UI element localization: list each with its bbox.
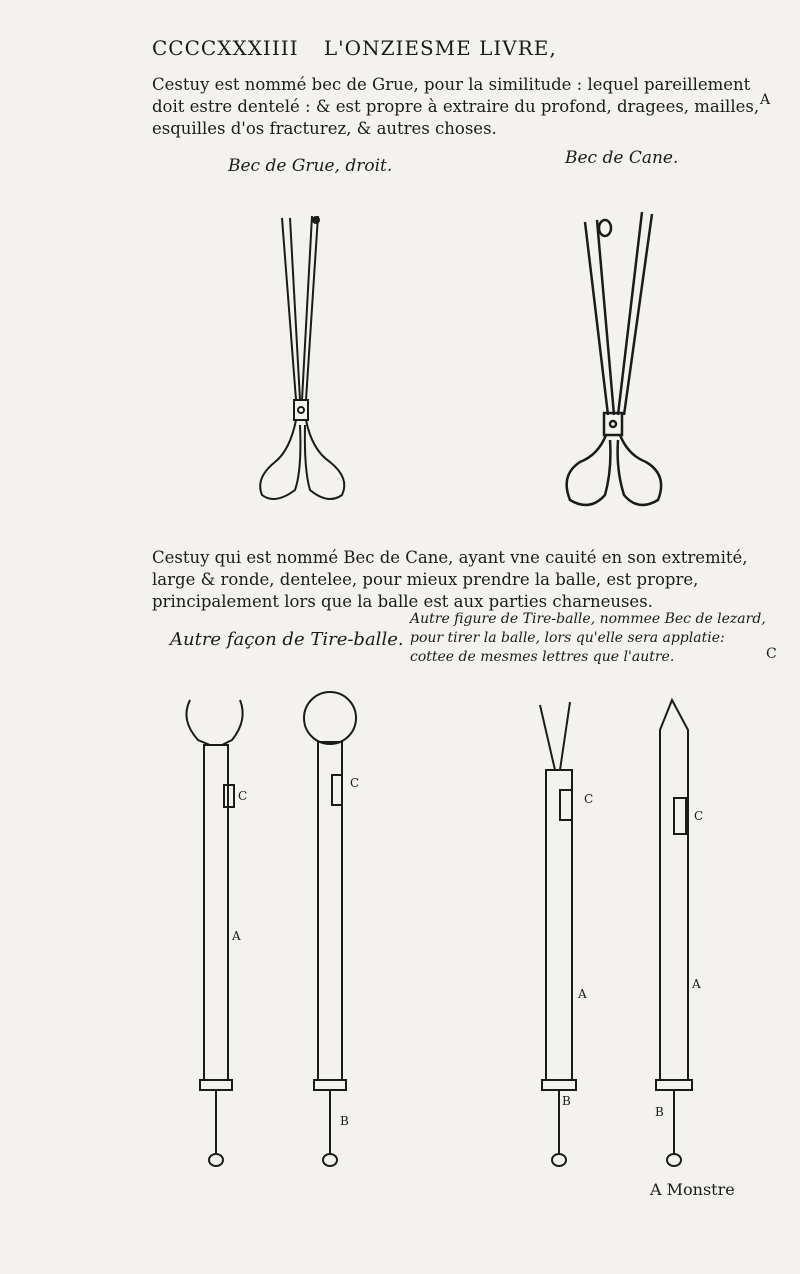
caption-bec-de-cane: Bec de Cane.: [565, 148, 679, 168]
running-title: L'ONZIESME LIVRE,: [323, 36, 557, 60]
caption-bec-de-lezard: Autre figure de Tire-balle, nommee Bec de lezard, pour tirer la balle, lors qu'elle sera applatie: cottee de mesmes lettres que l'autre.: [410, 611, 766, 665]
bec-de-cane-illustration: [567, 212, 661, 505]
tire-balle-lezard-closed: [656, 700, 692, 1166]
caption-autre-facon: Autre façon de Tire-balle.: [170, 629, 404, 650]
margin-letter-a: A: [760, 92, 771, 108]
label-b-2: B: [340, 1114, 349, 1128]
tire-balle-closed-ball: [304, 692, 356, 1166]
label-c-2: C: [350, 776, 360, 790]
label-c-1: C: [238, 789, 248, 803]
label-b-3: B: [562, 1094, 571, 1108]
margin-letter-c: C: [766, 646, 777, 662]
label-a-1: A: [232, 929, 241, 943]
caption-bec-de-grue: Bec de Grue, droit.: [228, 156, 393, 176]
label-b-4: B: [655, 1105, 664, 1119]
label-c-3: C: [584, 792, 594, 806]
folio-number: CCCCXXXIIII: [152, 36, 299, 60]
label-c-4: C: [694, 809, 704, 823]
catchword: A Monstre: [650, 1180, 735, 1199]
label-a-4: A: [692, 977, 701, 991]
paragraph-bec-de-grue: Cestuy est nommé bec de Grue, pour la similitude : lequel pareillement doit estre dentelé : & est propre à extraire du profond, dragees, mailles, esquilles d'os fracturez, & autres choses.: [152, 75, 760, 138]
paragraph-bec-de-cane: Cestuy qui est nommé Bec de Cane, ayant vne cauité en son extremité, large & ronde, dentelee, pour mieux prendre la balle, est propre, principalement lors que la balle est aux parties charneuses.: [152, 548, 748, 611]
label-a-3: A: [578, 987, 587, 1001]
bec-de-grue-illustration: [260, 216, 344, 499]
